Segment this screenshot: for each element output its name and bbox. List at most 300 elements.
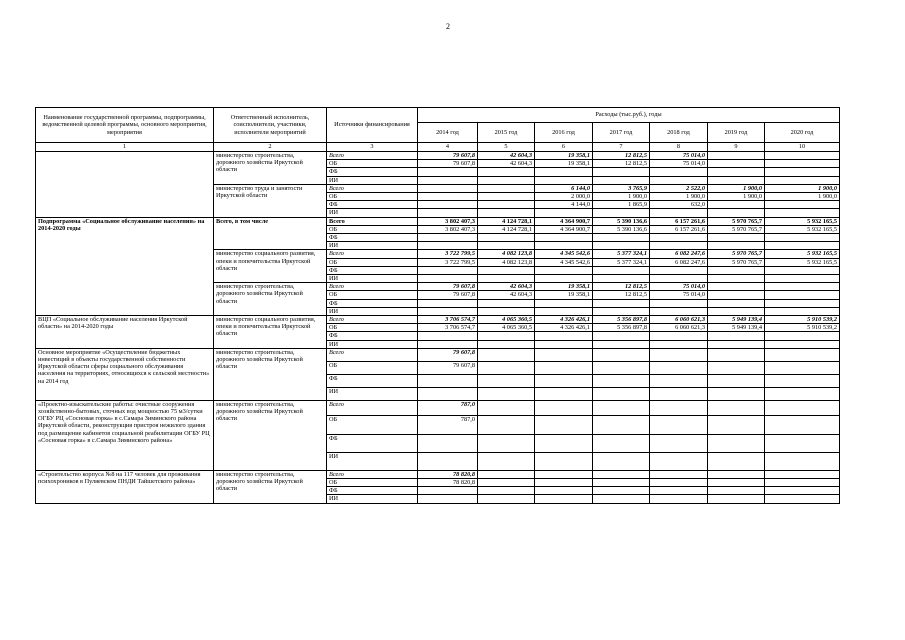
value-cell: 79 607,8 — [418, 361, 478, 374]
value-cell: 632,0 — [650, 201, 708, 209]
source-cell: ИИ — [327, 242, 418, 250]
header-sources: Источники финансирования — [327, 108, 418, 143]
value-cell — [418, 434, 478, 452]
source-cell: ОБ — [327, 193, 418, 201]
value-cell — [593, 307, 650, 315]
funding-table — [35, 107, 840, 504]
value-cell — [418, 340, 478, 348]
value-cell — [650, 168, 708, 176]
value-cell — [418, 332, 478, 340]
value-cell — [535, 387, 593, 400]
col-number: 4 — [418, 143, 478, 152]
value-cell — [765, 487, 840, 495]
value-cell — [708, 201, 765, 209]
value-cell — [708, 340, 765, 348]
value-cell — [765, 340, 840, 348]
source-cell: ОБ — [327, 160, 418, 168]
value-cell: 3 706 574,7 — [418, 316, 478, 324]
value-cell — [765, 209, 840, 217]
value-cell — [650, 176, 708, 184]
value-cell: 5 970 765,7 — [708, 217, 765, 225]
value-cell — [650, 307, 708, 315]
value-cell: 1 900,0 — [708, 184, 765, 192]
value-cell: 4 082 123,8 — [478, 250, 535, 258]
executor-name: министерство строительства, дорожного хозяйства Иркутской области — [214, 400, 327, 470]
source-cell: Всего — [327, 470, 418, 478]
source-cell: ФБ — [327, 234, 418, 242]
value-cell — [478, 479, 535, 487]
value-cell — [535, 275, 593, 283]
value-cell — [478, 495, 535, 503]
value-cell — [765, 152, 840, 160]
value-cell: 2 000,0 — [535, 193, 593, 201]
value-cell — [708, 387, 765, 400]
value-cell — [478, 234, 535, 242]
value-cell — [765, 434, 840, 452]
value-cell — [765, 387, 840, 400]
value-cell — [765, 266, 840, 274]
executor-name: Всего, в том числе — [214, 217, 327, 250]
value-cell: 2 522,0 — [650, 184, 708, 192]
value-cell: 79 607,8 — [418, 291, 478, 299]
source-cell: ИИ — [327, 340, 418, 348]
value-cell — [593, 209, 650, 217]
program-name: Подпрограмма «Социальное обслуживание населения» на 2014-2020 годы — [36, 217, 214, 315]
value-cell — [478, 184, 535, 192]
value-cell: 5 390 136,6 — [593, 225, 650, 233]
value-cell — [593, 495, 650, 503]
value-cell — [535, 209, 593, 217]
value-cell — [535, 168, 593, 176]
program-name — [36, 152, 214, 218]
value-cell — [535, 242, 593, 250]
value-cell: 4 326 426,1 — [535, 324, 593, 332]
value-cell: 3 722 799,5 — [418, 250, 478, 258]
header-year: 2020 год — [765, 123, 840, 143]
value-cell — [708, 487, 765, 495]
value-cell — [535, 415, 593, 434]
value-cell — [478, 266, 535, 274]
value-cell — [593, 487, 650, 495]
col-number: 3 — [327, 143, 418, 152]
value-cell: 42 604,3 — [478, 152, 535, 160]
value-cell — [535, 374, 593, 387]
value-cell — [478, 400, 535, 415]
value-cell — [765, 168, 840, 176]
source-cell: ФБ — [327, 487, 418, 495]
source-cell: ОБ — [327, 415, 418, 434]
value-cell — [650, 266, 708, 274]
value-cell — [478, 415, 535, 434]
value-cell: 79 607,8 — [418, 152, 478, 160]
value-cell: 5 910 539,2 — [765, 324, 840, 332]
value-cell — [650, 495, 708, 503]
value-cell — [593, 275, 650, 283]
value-cell — [535, 495, 593, 503]
value-cell: 5 377 324,1 — [593, 250, 650, 258]
value-cell — [650, 487, 708, 495]
value-cell — [650, 415, 708, 434]
col-number: 7 — [593, 143, 650, 152]
value-cell: 19 358,1 — [535, 152, 593, 160]
table-row — [36, 470, 840, 478]
value-cell: 79 607,8 — [418, 348, 478, 361]
value-cell — [765, 348, 840, 361]
value-cell — [593, 266, 650, 274]
value-cell — [765, 495, 840, 503]
value-cell — [765, 201, 840, 209]
value-cell — [650, 348, 708, 361]
value-cell — [708, 160, 765, 168]
value-cell: 5 356 897,8 — [593, 324, 650, 332]
value-cell — [593, 348, 650, 361]
value-cell: 3 706 574,7 — [418, 324, 478, 332]
value-cell — [765, 242, 840, 250]
value-cell — [708, 152, 765, 160]
value-cell — [708, 470, 765, 478]
value-cell — [765, 160, 840, 168]
value-cell: 78 820,8 — [418, 479, 478, 487]
program-name: ВЦП «Социальное обслуживание населения Иркутской области» на 2014-2020 годы — [36, 316, 214, 349]
source-cell: ФБ — [327, 201, 418, 209]
executor-name: министерство строительства, дорожного хозяйства Иркутской области — [214, 152, 327, 185]
executor-name: министерство социального развития, опеки и попечительства Иркутской области — [214, 250, 327, 283]
value-cell — [765, 479, 840, 487]
source-cell: ФБ — [327, 374, 418, 387]
page-number: 2 — [446, 22, 450, 31]
value-cell: 12 812,5 — [593, 152, 650, 160]
value-cell — [418, 487, 478, 495]
source-cell: ИИ — [327, 275, 418, 283]
value-cell: 4 065 360,5 — [478, 324, 535, 332]
value-cell — [708, 348, 765, 361]
value-cell: 42 604,3 — [478, 291, 535, 299]
source-cell: Всего — [327, 184, 418, 192]
value-cell — [650, 332, 708, 340]
source-cell: ИИ — [327, 209, 418, 217]
source-cell: ИИ — [327, 387, 418, 400]
value-cell — [478, 348, 535, 361]
value-cell — [418, 193, 478, 201]
source-cell: ОБ — [327, 291, 418, 299]
col-number: 2 — [214, 143, 327, 152]
value-cell: 42 604,3 — [478, 160, 535, 168]
value-cell: 5 390 136,6 — [593, 217, 650, 225]
value-cell: 5 949 139,4 — [708, 316, 765, 324]
source-cell: ИИ — [327, 176, 418, 184]
value-cell — [708, 307, 765, 315]
value-cell — [418, 184, 478, 192]
value-cell — [708, 434, 765, 452]
value-cell — [418, 275, 478, 283]
value-cell: 4 364 900,7 — [535, 225, 593, 233]
value-cell: 75 014,0 — [650, 283, 708, 291]
value-cell: 787,0 — [418, 415, 478, 434]
source-cell: Всего — [327, 250, 418, 258]
value-cell — [478, 201, 535, 209]
header-year: 2014 год — [418, 123, 478, 143]
value-cell — [535, 176, 593, 184]
value-cell: 5 970 765,7 — [708, 225, 765, 233]
value-cell — [650, 387, 708, 400]
value-cell: 4 345 542,6 — [535, 258, 593, 266]
value-cell: 12 812,5 — [593, 291, 650, 299]
source-cell: ИИ — [327, 495, 418, 503]
value-cell — [418, 176, 478, 184]
value-cell: 5 970 765,7 — [708, 250, 765, 258]
table-row — [36, 217, 840, 225]
source-cell: ОБ — [327, 324, 418, 332]
value-cell: 6 082 247,6 — [650, 258, 708, 266]
value-cell — [418, 242, 478, 250]
value-cell — [418, 234, 478, 242]
value-cell: 19 358,1 — [535, 160, 593, 168]
value-cell — [765, 176, 840, 184]
value-cell — [708, 275, 765, 283]
value-cell: 6 060 621,3 — [650, 324, 708, 332]
value-cell — [418, 387, 478, 400]
value-cell — [650, 374, 708, 387]
value-cell — [708, 291, 765, 299]
value-cell — [478, 452, 535, 470]
value-cell — [535, 234, 593, 242]
source-cell: ИИ — [327, 452, 418, 470]
value-cell: 12 812,5 — [593, 160, 650, 168]
value-cell — [478, 487, 535, 495]
value-cell: 6 082 247,6 — [650, 250, 708, 258]
value-cell — [593, 374, 650, 387]
value-cell — [765, 374, 840, 387]
source-cell: Всего — [327, 217, 418, 225]
value-cell: 6 157 261,6 — [650, 225, 708, 233]
value-cell — [418, 307, 478, 315]
value-cell — [765, 332, 840, 340]
value-cell — [418, 201, 478, 209]
value-cell — [535, 299, 593, 307]
value-cell: 1 900,0 — [593, 193, 650, 201]
value-cell — [418, 299, 478, 307]
col-number: 9 — [708, 143, 765, 152]
value-cell — [478, 275, 535, 283]
value-cell — [478, 387, 535, 400]
header-expenses: Расходы (тыс.руб.), годы — [418, 108, 840, 123]
value-cell — [765, 307, 840, 315]
value-cell — [478, 374, 535, 387]
value-cell — [708, 452, 765, 470]
value-cell: 3 765,9 — [593, 184, 650, 192]
source-cell: ФБ — [327, 168, 418, 176]
value-cell — [650, 209, 708, 217]
value-cell: 42 604,3 — [478, 283, 535, 291]
value-cell: 3 802 407,3 — [418, 225, 478, 233]
value-cell — [418, 209, 478, 217]
value-cell — [478, 299, 535, 307]
value-cell: 1 865,9 — [593, 201, 650, 209]
value-cell: 1 900,0 — [765, 184, 840, 192]
value-cell — [765, 283, 840, 291]
value-cell — [593, 470, 650, 478]
value-cell — [593, 242, 650, 250]
value-cell: 6 144,0 — [535, 184, 593, 192]
value-cell — [650, 234, 708, 242]
value-cell — [765, 470, 840, 478]
value-cell — [708, 400, 765, 415]
value-cell: 79 607,8 — [418, 160, 478, 168]
value-cell — [708, 209, 765, 217]
value-cell: 5 910 539,2 — [765, 316, 840, 324]
value-cell — [650, 299, 708, 307]
value-cell: 787,0 — [418, 400, 478, 415]
table-row — [36, 348, 840, 361]
value-cell: 4 082 123,8 — [478, 258, 535, 266]
value-cell — [593, 332, 650, 340]
value-cell: 4 144,0 — [535, 201, 593, 209]
value-cell — [593, 434, 650, 452]
executor-name: министерство строительства, дорожного хозяйства Иркутской области — [214, 283, 327, 316]
value-cell: 5 932 165,5 — [765, 258, 840, 266]
program-name: «Строительство корпуса №8 на 117 человек для проживания психохроников в Пуляевском ПНДИ Тайшетского района» — [36, 470, 214, 503]
executor-name: министерство социального развития, опеки и попечительства Иркутской области — [214, 316, 327, 349]
header-year: 2018 год — [650, 123, 708, 143]
header-year: 2015 год — [478, 123, 535, 143]
value-cell: 4 124 728,1 — [478, 217, 535, 225]
value-cell: 5 356 897,8 — [593, 316, 650, 324]
value-cell: 1 900,0 — [708, 193, 765, 201]
value-cell: 6 157 261,6 — [650, 217, 708, 225]
value-cell — [535, 266, 593, 274]
value-cell — [708, 332, 765, 340]
source-cell: ФБ — [327, 434, 418, 452]
value-cell — [708, 234, 765, 242]
value-cell — [708, 495, 765, 503]
value-cell — [535, 340, 593, 348]
header-year: 2019 год — [708, 123, 765, 143]
value-cell: 5 949 139,4 — [708, 324, 765, 332]
value-cell: 4 326 426,1 — [535, 316, 593, 324]
value-cell — [593, 452, 650, 470]
value-cell: 75 014,0 — [650, 291, 708, 299]
value-cell — [650, 400, 708, 415]
value-cell — [593, 400, 650, 415]
executor-name: министерство строительства, дорожного хозяйства Иркутской области — [214, 348, 327, 400]
value-cell — [478, 307, 535, 315]
value-cell — [593, 168, 650, 176]
value-cell — [708, 299, 765, 307]
value-cell — [593, 387, 650, 400]
value-cell — [478, 176, 535, 184]
value-cell — [478, 470, 535, 478]
col-number: 1 — [36, 143, 214, 152]
header-executor: Ответственный исполнитель, соисполнители, участники, исполнители мероприятий — [214, 108, 327, 143]
value-cell — [478, 209, 535, 217]
value-cell — [708, 479, 765, 487]
source-cell: ОБ — [327, 258, 418, 266]
col-number: 8 — [650, 143, 708, 152]
value-cell — [535, 452, 593, 470]
executor-name: министерство строительства, дорожного хозяйства Иркутской области — [214, 470, 327, 503]
value-cell: 4 364 900,7 — [535, 217, 593, 225]
source-cell: ФБ — [327, 332, 418, 340]
source-cell: ОБ — [327, 479, 418, 487]
value-cell: 12 812,5 — [593, 283, 650, 291]
value-cell — [708, 242, 765, 250]
value-cell: 5 932 165,5 — [765, 217, 840, 225]
col-number: 10 — [765, 143, 840, 152]
header-program: Наименование государственной программы, подпрограммы, ведомственной целевой программы, основного мероприятия, мероприятия — [36, 108, 214, 143]
value-cell — [418, 495, 478, 503]
value-cell — [650, 361, 708, 374]
value-cell — [535, 348, 593, 361]
value-cell — [535, 361, 593, 374]
value-cell — [593, 361, 650, 374]
value-cell: 5 932 165,5 — [765, 250, 840, 258]
value-cell — [593, 479, 650, 487]
value-cell — [708, 176, 765, 184]
value-cell: 5 970 765,7 — [708, 258, 765, 266]
value-cell — [535, 332, 593, 340]
value-cell — [765, 361, 840, 374]
value-cell — [765, 415, 840, 434]
value-cell — [478, 332, 535, 340]
value-cell — [765, 299, 840, 307]
value-cell — [650, 470, 708, 478]
source-cell: ОБ — [327, 225, 418, 233]
value-cell: 75 014,0 — [650, 152, 708, 160]
table-row — [36, 152, 840, 160]
value-cell: 19 358,1 — [535, 283, 593, 291]
value-cell: 1 900,0 — [650, 193, 708, 201]
value-cell — [535, 470, 593, 478]
value-cell — [418, 452, 478, 470]
value-cell: 75 014,0 — [650, 160, 708, 168]
header-year: 2016 год — [535, 123, 593, 143]
value-cell: 3 802 407,3 — [418, 217, 478, 225]
value-cell — [765, 452, 840, 470]
value-cell — [708, 266, 765, 274]
table-row — [36, 400, 840, 415]
value-cell — [478, 168, 535, 176]
value-cell — [478, 434, 535, 452]
source-cell: ИИ — [327, 307, 418, 315]
source-cell: Всего — [327, 283, 418, 291]
value-cell: 78 820,8 — [418, 470, 478, 478]
value-cell — [478, 340, 535, 348]
value-cell — [765, 400, 840, 415]
value-cell — [535, 400, 593, 415]
value-cell — [593, 415, 650, 434]
value-cell — [650, 275, 708, 283]
program-name: Основное мероприятие «Осуществление бюджетных инвестиций в объекты государственной собственности Иркутской области сферы социального обслуживания населения на территориях, относящихся к сельской местности» на 2014 год — [36, 348, 214, 400]
value-cell — [535, 434, 593, 452]
value-cell — [650, 340, 708, 348]
value-cell: 4 065 360,5 — [478, 316, 535, 324]
value-cell: 1 900,0 — [765, 193, 840, 201]
value-cell — [650, 242, 708, 250]
value-cell — [535, 479, 593, 487]
source-cell: Всего — [327, 400, 418, 415]
value-cell — [708, 361, 765, 374]
value-cell — [478, 193, 535, 201]
value-cell — [535, 487, 593, 495]
value-cell — [418, 266, 478, 274]
value-cell — [765, 275, 840, 283]
value-cell: 79 607,8 — [418, 283, 478, 291]
source-cell: Всего — [327, 348, 418, 361]
value-cell — [708, 415, 765, 434]
value-cell — [650, 452, 708, 470]
value-cell — [650, 434, 708, 452]
value-cell — [708, 374, 765, 387]
